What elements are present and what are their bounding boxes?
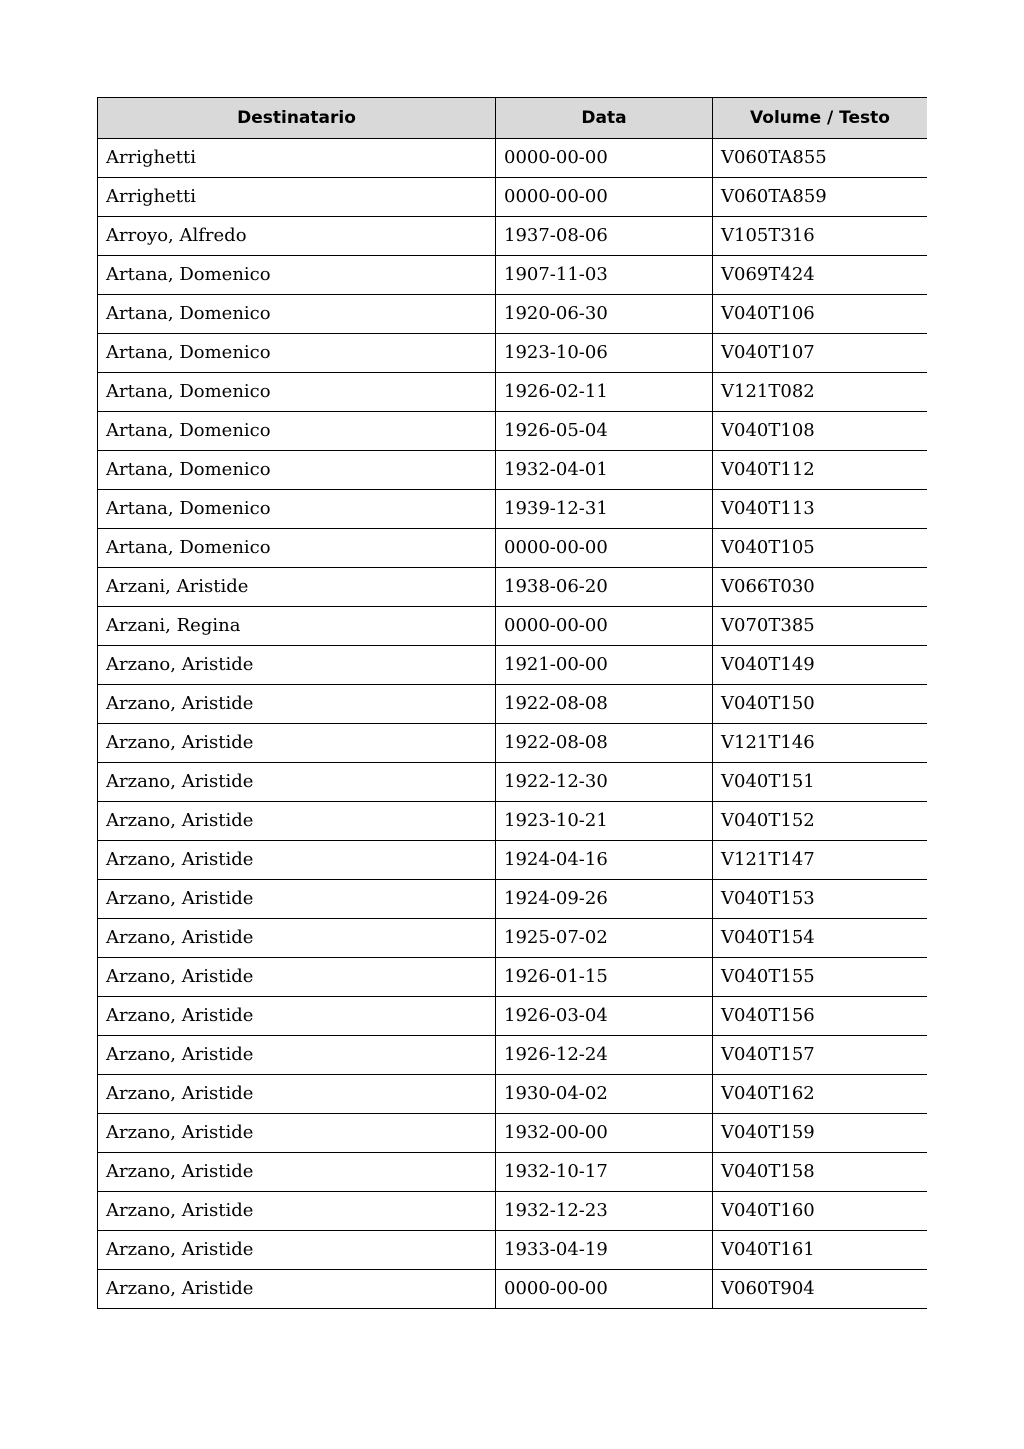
- table-row: [98, 880, 928, 919]
- table-row: [98, 568, 928, 607]
- cell-volume: V069T424: [713, 256, 928, 295]
- cell-date: 0000-00-00: [496, 607, 713, 646]
- cell-volume: V105T316: [713, 217, 928, 256]
- cell-recipient: Artana, Domenico: [98, 412, 496, 451]
- cell-date: 1924-09-26: [496, 880, 713, 919]
- cell-recipient: Arzano, Aristide: [98, 1231, 496, 1270]
- cell-volume: V040T158: [713, 1153, 928, 1192]
- table-row: [98, 841, 928, 880]
- cell-recipient: Artana, Domenico: [98, 529, 496, 568]
- cell-recipient: Arzano, Aristide: [98, 724, 496, 763]
- cell-date: 1937-08-06: [496, 217, 713, 256]
- cell-date: 0000-00-00: [496, 1270, 713, 1309]
- cell-volume: V121T082: [713, 373, 928, 412]
- table-row: [98, 802, 928, 841]
- cell-recipient: Arzani, Regina: [98, 607, 496, 646]
- cell-recipient: Arzano, Aristide: [98, 1036, 496, 1075]
- cell-volume: V040T156: [713, 997, 928, 1036]
- cell-volume: V040T152: [713, 802, 928, 841]
- cell-volume: V040T151: [713, 763, 928, 802]
- cell-recipient: Arzano, Aristide: [98, 802, 496, 841]
- letters-table: [97, 97, 927, 1309]
- cell-date: 1932-12-23: [496, 1192, 713, 1231]
- cell-recipient: Artana, Domenico: [98, 490, 496, 529]
- cell-date: 1926-12-24: [496, 1036, 713, 1075]
- table-row: [98, 217, 928, 256]
- cell-recipient: Artana, Domenico: [98, 373, 496, 412]
- cell-date: 1939-12-31: [496, 490, 713, 529]
- cell-date: 1932-00-00: [496, 1114, 713, 1153]
- cell-volume: V040T150: [713, 685, 928, 724]
- cell-recipient: Artana, Domenico: [98, 256, 496, 295]
- table-row: [98, 490, 928, 529]
- cell-recipient: Arrighetti: [98, 139, 496, 178]
- cell-date: 1926-05-04: [496, 412, 713, 451]
- cell-volume: V040T153: [713, 880, 928, 919]
- cell-date: 1920-06-30: [496, 295, 713, 334]
- cell-volume: V121T147: [713, 841, 928, 880]
- cell-date: 1932-10-17: [496, 1153, 713, 1192]
- cell-volume: V040T107: [713, 334, 928, 373]
- cell-date: 0000-00-00: [496, 139, 713, 178]
- table-row: [98, 139, 928, 178]
- cell-recipient: Arzano, Aristide: [98, 685, 496, 724]
- cell-recipient: Arzano, Aristide: [98, 958, 496, 997]
- cell-date: 1926-01-15: [496, 958, 713, 997]
- cell-volume: V040T105: [713, 529, 928, 568]
- cell-volume: V040T162: [713, 1075, 928, 1114]
- cell-volume: V121T146: [713, 724, 928, 763]
- table-row: [98, 646, 928, 685]
- cell-recipient: Arzano, Aristide: [98, 1114, 496, 1153]
- table-row: [98, 529, 928, 568]
- table-header: [98, 98, 928, 139]
- cell-volume: V040T113: [713, 490, 928, 529]
- cell-recipient: Arzano, Aristide: [98, 1192, 496, 1231]
- table-row: [98, 958, 928, 997]
- cell-date: 1925-07-02: [496, 919, 713, 958]
- table-row: [98, 1231, 928, 1270]
- cell-volume: V040T155: [713, 958, 928, 997]
- header-volume: Volume / Testo: [713, 98, 928, 139]
- cell-volume: V040T157: [713, 1036, 928, 1075]
- cell-recipient: Arzano, Aristide: [98, 1153, 496, 1192]
- cell-date: 1923-10-21: [496, 802, 713, 841]
- table-row: [98, 1270, 928, 1309]
- table-row: [98, 763, 928, 802]
- cell-recipient: Arzano, Aristide: [98, 763, 496, 802]
- cell-date: 1921-00-00: [496, 646, 713, 685]
- cell-volume: V060T904: [713, 1270, 928, 1309]
- header-recipient: Destinatario: [98, 98, 496, 139]
- cell-date: 1924-04-16: [496, 841, 713, 880]
- cell-date: 1926-03-04: [496, 997, 713, 1036]
- cell-recipient: Arzano, Aristide: [98, 646, 496, 685]
- cell-date: 0000-00-00: [496, 178, 713, 217]
- cell-volume: V066T030: [713, 568, 928, 607]
- table-row: [98, 919, 928, 958]
- header-date: Data: [496, 98, 713, 139]
- cell-volume: V040T159: [713, 1114, 928, 1153]
- cell-recipient: Arzano, Aristide: [98, 997, 496, 1036]
- letters-table-container: [97, 97, 927, 1312]
- cell-recipient: Artana, Domenico: [98, 295, 496, 334]
- table-row: [98, 256, 928, 295]
- cell-recipient: Arzano, Aristide: [98, 880, 496, 919]
- table-row: [98, 1153, 928, 1192]
- table-body: [98, 139, 928, 1309]
- cell-date: 1926-02-11: [496, 373, 713, 412]
- table-row: [98, 997, 928, 1036]
- table-row: [98, 178, 928, 217]
- table-row: [98, 1192, 928, 1231]
- cell-date: 1930-04-02: [496, 1075, 713, 1114]
- table-row: [98, 295, 928, 334]
- cell-recipient: Arzano, Aristide: [98, 841, 496, 880]
- cell-recipient: Arzano, Aristide: [98, 919, 496, 958]
- cell-recipient: Arzano, Aristide: [98, 1075, 496, 1114]
- cell-date: 0000-00-00: [496, 529, 713, 568]
- table-row: [98, 1114, 928, 1153]
- cell-volume: V040T160: [713, 1192, 928, 1231]
- table-row: [98, 412, 928, 451]
- table-row: [98, 373, 928, 412]
- cell-volume: V040T106: [713, 295, 928, 334]
- cell-volume: V040T161: [713, 1231, 928, 1270]
- table-row: [98, 1075, 928, 1114]
- cell-recipient: Artana, Domenico: [98, 451, 496, 490]
- cell-volume: V060TA855: [713, 139, 928, 178]
- cell-volume: V070T385: [713, 607, 928, 646]
- cell-date: 1938-06-20: [496, 568, 713, 607]
- table-row: [98, 724, 928, 763]
- table-row: [98, 451, 928, 490]
- cell-volume: V040T112: [713, 451, 928, 490]
- cell-volume: V040T154: [713, 919, 928, 958]
- table-row: [98, 685, 928, 724]
- table-row: [98, 334, 928, 373]
- cell-date: 1922-08-08: [496, 724, 713, 763]
- cell-date: 1933-04-19: [496, 1231, 713, 1270]
- cell-date: 1922-08-08: [496, 685, 713, 724]
- cell-date: 1907-11-03: [496, 256, 713, 295]
- cell-volume: V040T108: [713, 412, 928, 451]
- cell-recipient: Artana, Domenico: [98, 334, 496, 373]
- cell-recipient: Arrighetti: [98, 178, 496, 217]
- cell-recipient: Arzano, Aristide: [98, 1270, 496, 1309]
- table-row: [98, 607, 928, 646]
- header-row: [98, 98, 928, 139]
- cell-recipient: Arzani, Aristide: [98, 568, 496, 607]
- cell-date: 1922-12-30: [496, 763, 713, 802]
- cell-volume: V060TA859: [713, 178, 928, 217]
- cell-recipient: Arroyo, Alfredo: [98, 217, 496, 256]
- cell-date: 1923-10-06: [496, 334, 713, 373]
- table-row: [98, 1036, 928, 1075]
- cell-date: 1932-04-01: [496, 451, 713, 490]
- cell-volume: V040T149: [713, 646, 928, 685]
